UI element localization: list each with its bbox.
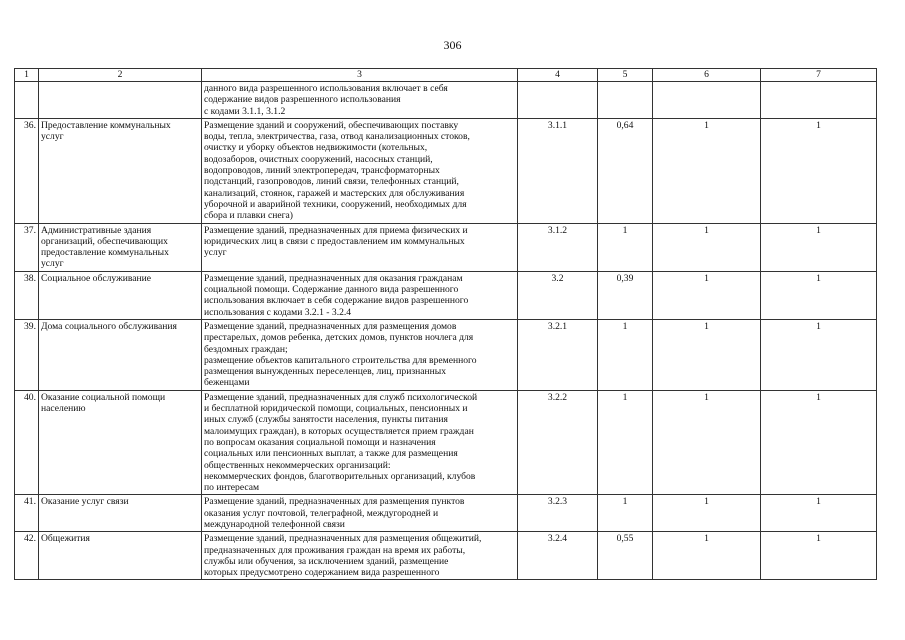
use-type-name xyxy=(39,495,202,532)
column-header-1: 1 xyxy=(15,69,39,82)
use-type-name-line: Социальное обслуживание xyxy=(41,272,152,284)
row-number: 40. xyxy=(15,390,39,495)
table-row xyxy=(15,495,877,532)
use-type-description xyxy=(202,390,518,495)
table-row xyxy=(15,390,877,495)
use-type-code: 3.2 xyxy=(518,271,598,319)
row-number: 42. xyxy=(15,532,39,580)
column-header-2: 2 xyxy=(39,69,202,82)
row-number: 37. xyxy=(15,223,39,271)
use-type-description-line: размещение объектов капитального строительства для временного xyxy=(204,354,477,366)
column-6-value: 1 xyxy=(653,271,761,319)
use-type-name-line: организаций, обеспечивающих xyxy=(41,235,168,247)
use-type-description-line: Размещение зданий, предназначенных для размещения общежитий, xyxy=(204,533,482,545)
use-type-description-line: уборочной и аварийной техники, сооружений, необходимых для xyxy=(204,198,467,210)
use-type-name xyxy=(39,319,202,390)
use-type-name-line: Административные здания xyxy=(41,224,152,236)
column-5-value: 0,64 xyxy=(598,118,653,223)
column-5-value: 0,39 xyxy=(598,271,653,319)
column-5-value: 1 xyxy=(598,390,653,495)
column-6-value: 1 xyxy=(653,390,761,495)
column-7-value: 1 xyxy=(761,319,877,390)
column-7-value: 1 xyxy=(761,271,877,319)
use-type-name xyxy=(39,532,202,580)
use-type-name xyxy=(39,271,202,319)
use-type-description-line: Размещение зданий, предназначенных для размещения домов xyxy=(204,320,457,332)
column-6-value: 1 xyxy=(653,319,761,390)
row-number: 36. xyxy=(15,118,39,223)
column-6-value: 1 xyxy=(653,495,761,532)
use-type-description-line: Размещение зданий, предназначенных для приема физических и xyxy=(204,224,468,236)
use-type-code: 3.1.2 xyxy=(518,223,598,271)
use-type-description-line: использования с кодами 3.2.1 - 3.2.4 xyxy=(204,306,352,318)
column-header-3: 3 xyxy=(202,69,518,82)
row-number: 39. xyxy=(15,319,39,390)
column-header-4: 4 xyxy=(518,69,598,82)
use-type-description-line: использования включает в себя содержание видов разрешенного xyxy=(204,295,469,307)
column-6-value: 1 xyxy=(653,118,761,223)
column-7-value xyxy=(761,82,877,119)
use-type-description-line: предназначенных для проживания граждан на время их работы, xyxy=(204,544,466,556)
use-type-code: 3.1.1 xyxy=(518,118,598,223)
use-type-name-line: населению xyxy=(41,403,86,415)
use-type-name-line: Оказание услуг связи xyxy=(41,496,129,508)
table-row xyxy=(15,271,877,319)
column-7-value: 1 xyxy=(761,390,877,495)
column-6-value xyxy=(653,82,761,119)
use-type-description xyxy=(202,118,518,223)
use-type-description xyxy=(202,82,518,119)
use-type-code: 3.2.1 xyxy=(518,319,598,390)
use-type-description-line: службы или обучения, за исключением зданий, размещение xyxy=(204,555,449,567)
use-type-description-line: которых предусмотрено содержанием вида разрешенного xyxy=(204,567,440,579)
column-5-value: 1 xyxy=(598,319,653,390)
column-6-value: 1 xyxy=(653,223,761,271)
use-type-description-line: социальных или пенсионных выплат, а также для размещения xyxy=(204,448,458,460)
use-type-description-line: социальной помощи. Содержание данного вида разрешенного xyxy=(204,284,459,296)
use-type-description-line: бездомных граждан; xyxy=(204,343,288,355)
use-type-name-line: Предоставление коммунальных xyxy=(41,119,171,131)
use-type-description-line: некоммерческих фондов, благотворительных организаций, клубов xyxy=(204,470,476,482)
use-type-description-line: беженцами xyxy=(204,377,250,389)
use-type-description-line: малоимущих граждан), в которых осуществляется прием граждан xyxy=(204,425,474,437)
page-number: 306 xyxy=(443,38,462,52)
use-type-description-line: Размещение зданий, предназначенных для размещения пунктов xyxy=(204,496,465,508)
column-5-value xyxy=(598,82,653,119)
use-type-name-line: услуг xyxy=(41,131,64,143)
use-type-description-line: оказания услуг почтовой, телеграфной, междугородней и xyxy=(204,507,439,519)
column-header-row xyxy=(15,69,877,82)
use-type-description-line: подстанций, газопроводов, линий связи, телефонных станций, xyxy=(204,176,459,188)
column-7-value: 1 xyxy=(761,118,877,223)
land-use-table xyxy=(14,68,877,580)
use-type-code: 3.2.4 xyxy=(518,532,598,580)
use-type-name-line: Дома социального обслуживания xyxy=(41,320,177,332)
table-row xyxy=(15,223,877,271)
use-type-description-line: водопроводов, линий электропередач, трансформаторных xyxy=(204,165,440,177)
row-number: 41. xyxy=(15,495,39,532)
use-type-description-line: юридических лиц в связи с предоставлением им коммунальных xyxy=(204,235,465,247)
use-type-description xyxy=(202,223,518,271)
column-5-value: 1 xyxy=(598,495,653,532)
use-type-description-line: сбора и плавки снега) xyxy=(204,210,293,222)
use-type-description-line: и бесплатной юридической помощи, социальных, пенсионных и xyxy=(204,403,468,415)
column-7-value: 1 xyxy=(761,223,877,271)
use-type-description-line: водозаборов, очистных сооружений, насосных станций, xyxy=(204,153,433,165)
use-type-description-line: услуг xyxy=(204,247,227,259)
use-type-description-line: иных служб (службы занятости населения, пункты питания xyxy=(204,414,448,426)
use-type-code: 3.2.2 xyxy=(518,390,598,495)
use-type-description xyxy=(202,532,518,580)
row-number xyxy=(15,82,39,119)
use-type-name-line: Оказание социальной помощи xyxy=(41,391,166,403)
use-type-description-line: содержание видов разрешенного использования xyxy=(204,94,401,106)
use-type-description-line: общественных некоммерческих организаций: xyxy=(204,459,391,471)
column-header-7: 7 xyxy=(761,69,877,82)
use-type-description-line: престарелых, домов ребенка, детских домов, пунктов ночлега для xyxy=(204,332,474,344)
column-5-value: 1 xyxy=(598,223,653,271)
table-row xyxy=(15,319,877,390)
table-row xyxy=(15,532,877,580)
row-number: 38. xyxy=(15,271,39,319)
use-type-code: 3.2.3 xyxy=(518,495,598,532)
use-type-description-line: Размещение зданий, предназначенных для оказания гражданам xyxy=(204,272,463,284)
use-type-description-line: данного вида разрешенного использования включает в себя xyxy=(204,83,448,94)
use-type-name-line: услуг xyxy=(41,258,64,270)
use-type-description xyxy=(202,495,518,532)
column-7-value: 1 xyxy=(761,495,877,532)
use-type-description xyxy=(202,271,518,319)
use-type-description-line: воды, тепла, электричества, газа, отвод канализационных стоков, xyxy=(204,131,470,143)
use-type-name-line: предоставление коммунальных xyxy=(41,247,169,259)
use-type-name-line: Общежития xyxy=(41,533,90,545)
use-type-description xyxy=(202,319,518,390)
table-row xyxy=(15,118,877,223)
use-type-description-line: международной телефонной связи xyxy=(204,518,345,530)
use-type-description-line: Размещение зданий и сооружений, обеспечивающих поставку xyxy=(204,119,459,131)
use-type-description-line: Размещение зданий, предназначенных для служб психологической xyxy=(204,391,478,403)
use-type-description-line: канализаций, стоянок, гаражей и мастерских для обслуживания xyxy=(204,187,465,199)
column-header-5: 5 xyxy=(598,69,653,82)
column-header-6: 6 xyxy=(653,69,761,82)
use-type-name xyxy=(39,390,202,495)
use-type-description-line: с кодами 3.1.1, 3.1.2 xyxy=(204,105,286,117)
table-row xyxy=(15,82,877,119)
use-type-name xyxy=(39,82,202,119)
column-7-value: 1 xyxy=(761,532,877,580)
use-type-name xyxy=(39,223,202,271)
use-type-code xyxy=(518,82,598,119)
use-type-description-line: очистку и уборку объектов недвижимости (котельных, xyxy=(204,142,428,154)
use-type-description-line: по вопросам оказания социальной помощи и назначения xyxy=(204,436,436,448)
use-type-name xyxy=(39,118,202,223)
use-type-description-line: по интересам xyxy=(204,482,260,494)
use-type-description-line: размещения вынужденных переселенцев, лиц, признанных xyxy=(204,366,447,378)
column-6-value: 1 xyxy=(653,532,761,580)
column-5-value: 0,55 xyxy=(598,532,653,580)
